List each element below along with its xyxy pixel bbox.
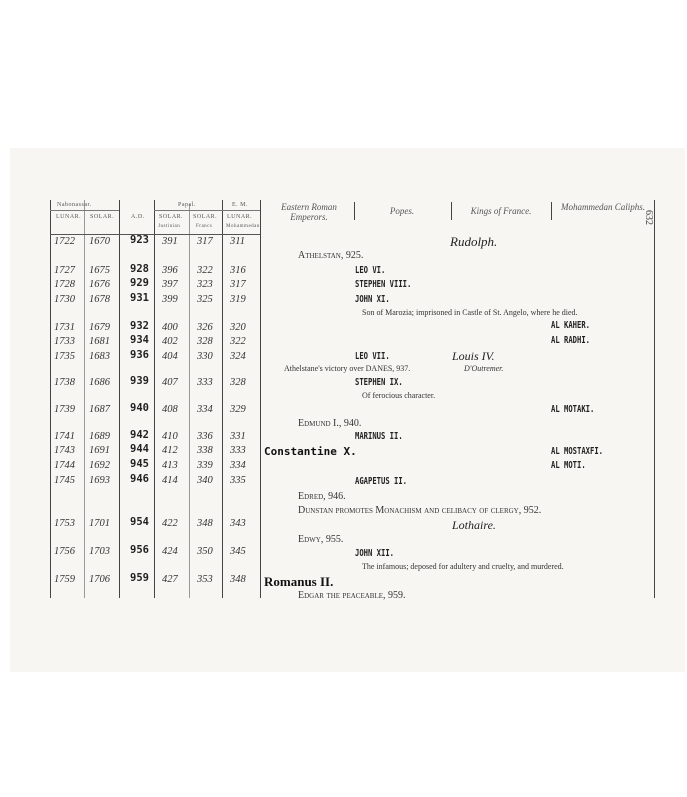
entry-louis-iv: Louis IV. (452, 349, 495, 363)
ad-year: 934 (130, 334, 149, 346)
papal-francs-year: 353 (197, 574, 213, 585)
ad-year: 936 (130, 349, 149, 361)
em-lunar-year: 345 (230, 546, 246, 557)
lunar-year: 1744 (54, 460, 75, 471)
em-lunar-year: 334 (230, 460, 246, 471)
ad-year: 944 (130, 443, 149, 455)
papal-solar-year: 400 (162, 322, 178, 333)
em-lunar-year: 328 (230, 377, 246, 388)
solar-year: 1691 (89, 445, 110, 456)
em-lunar-year: 329 (230, 404, 246, 415)
lunar-year: 1759 (54, 574, 75, 585)
solar-year: 1687 (89, 404, 110, 415)
header-papal-solar-sub: Justinian (158, 224, 181, 229)
papal-solar-year: 407 (162, 377, 178, 388)
papal-francs-year: 325 (197, 294, 213, 305)
lunar-year: 1756 (54, 546, 75, 557)
papal-francs-year: 339 (197, 460, 213, 471)
header-eastern-roman-emperors: Eastern Roman Emperors. (281, 202, 337, 222)
ad-year: 939 (130, 375, 149, 387)
solar-year: 1681 (89, 336, 110, 347)
papal-francs-year: 330 (197, 351, 213, 362)
papal-francs-year: 338 (197, 445, 213, 456)
header-rule (154, 210, 260, 211)
solar-year: 1686 (89, 377, 110, 388)
lunar-year: 1745 (54, 475, 75, 486)
entry-stephen-ix: STEPHEN IX. (355, 377, 403, 388)
papal-solar-year: 414 (162, 475, 178, 486)
lunar-year: 1727 (54, 265, 75, 276)
papal-solar-year: 396 (162, 265, 178, 276)
note-john-xi: Son of Marozia; imprisoned in Castle of St. Angelo, where he died. (362, 308, 578, 317)
papal-solar-year: 397 (162, 279, 178, 290)
entry-dunstan: Dunstan promotes Monachism and celibacy of clergy, 952. (298, 505, 542, 516)
entry-lothaire: Lothaire. (452, 518, 496, 532)
ad-year: 929 (130, 277, 149, 289)
papal-solar-year: 391 (162, 236, 178, 247)
papal-francs-year: 333 (197, 377, 213, 388)
header-papal-solar: SOLAR. (159, 214, 184, 220)
entry-al-radhi: AL RADHI. (551, 335, 591, 346)
lunar-year: 1738 (54, 377, 75, 388)
entry-edwy: Edwy, 955. (298, 534, 344, 545)
ad-year: 932 (130, 320, 149, 332)
column-rule (222, 200, 223, 598)
column-rule (119, 200, 120, 598)
header-kings-of-france: Kings of France. (470, 206, 532, 216)
ad-year: 942 (130, 429, 149, 441)
lunar-year: 1730 (54, 294, 75, 305)
papal-solar-year: 402 (162, 336, 178, 347)
papal-solar-year: 404 (162, 351, 178, 362)
papal-solar-year: 412 (162, 445, 178, 456)
column-rule (84, 200, 85, 598)
em-lunar-year: 311 (230, 236, 245, 247)
entry-al-kaher: AL KAHER. (551, 320, 591, 331)
papal-francs-year: 326 (197, 322, 213, 333)
ad-year: 959 (130, 572, 149, 584)
em-lunar-year: 335 (230, 475, 246, 486)
entry-athelstan: Athelstan, 925. (298, 250, 364, 261)
ad-year: 954 (130, 516, 149, 528)
column-rule (451, 202, 452, 220)
header-ad: A.D. (131, 214, 145, 220)
column-rule (50, 200, 51, 598)
solar-year: 1692 (89, 460, 110, 471)
ad-year: 946 (130, 473, 149, 485)
solar-year: 1678 (89, 294, 110, 305)
papal-francs-year: 336 (197, 431, 213, 442)
page-number: 632 (643, 210, 654, 225)
solar-year: 1683 (89, 351, 110, 362)
lunar-year: 1743 (54, 445, 75, 456)
entry-marinus-ii: MARINUS II. (355, 431, 403, 442)
entry-edmund: Edmund I., 940. (298, 418, 362, 429)
entry-john-xi: JOHN XI. (355, 294, 390, 305)
lunar-year: 1731 (54, 322, 75, 333)
papal-francs-year: 322 (197, 265, 213, 276)
em-lunar-year: 319 (230, 294, 246, 305)
entry-leo-vi: LEO VI. (355, 265, 386, 276)
papal-francs-year: 334 (197, 404, 213, 415)
em-lunar-year: 316 (230, 265, 246, 276)
lunar-year: 1739 (54, 404, 75, 415)
header-mohammedan-caliphs: Mohammedan Caliphs. (561, 202, 645, 212)
entry-agapetus-ii: AGAPETUS II. (355, 476, 408, 487)
papal-francs-year: 323 (197, 279, 213, 290)
note-john-xii: The infamous; deposed for adultery and cruelty, and murdered. (362, 562, 564, 571)
em-lunar-year: 317 (230, 279, 246, 290)
note-athelstane: Athelstane's victory over DANES, 937. (284, 364, 411, 373)
header-papal-solar2-sub: Francs (196, 224, 213, 229)
lunar-year: 1741 (54, 431, 75, 442)
papal-francs-year: 317 (197, 236, 213, 247)
column-rule (654, 200, 655, 598)
header-popes: Popes. (389, 206, 415, 216)
papal-solar-year: 399 (162, 294, 178, 305)
header-solar: SOLAR. (90, 214, 115, 220)
header-em: E. M. (232, 202, 248, 208)
entry-leo-vii: LEO VII. (355, 351, 390, 362)
papal-solar-year: 410 (162, 431, 178, 442)
papal-francs-year: 348 (197, 518, 213, 529)
em-lunar-year: 320 (230, 322, 246, 333)
entry-al-moti: AL MOTI. (551, 460, 586, 471)
column-rule (154, 200, 155, 598)
lunar-year: 1733 (54, 336, 75, 347)
entry-romanus-ii: Romanus II. (264, 574, 334, 589)
entry-edred: Edred, 946. (298, 491, 346, 502)
solar-year: 1679 (89, 322, 110, 333)
column-rule (354, 202, 355, 220)
em-lunar-year: 331 (230, 431, 246, 442)
papal-solar-year: 413 (162, 460, 178, 471)
ad-year: 956 (130, 544, 149, 556)
header-nabonassar: Nabonassar. (57, 202, 92, 208)
solar-year: 1689 (89, 431, 110, 442)
lunar-year: 1753 (54, 518, 75, 529)
solar-year: 1706 (89, 574, 110, 585)
column-rule (551, 202, 552, 220)
ad-year: 923 (130, 234, 149, 246)
solar-year: 1676 (89, 279, 110, 290)
em-lunar-year: 333 (230, 445, 246, 456)
entry-rudolph: Rudolph. (450, 234, 498, 249)
ad-year: 940 (130, 402, 149, 414)
papal-solar-year: 422 (162, 518, 178, 529)
book-page (10, 148, 685, 672)
lunar-year: 1722 (54, 236, 75, 247)
entry-john-xii: JOHN XII. (355, 548, 395, 559)
papal-francs-year: 340 (197, 475, 213, 486)
header-em-sub: Mohammedan (226, 224, 260, 229)
solar-year: 1670 (89, 236, 110, 247)
papal-francs-year: 350 (197, 546, 213, 557)
lunar-year: 1735 (54, 351, 75, 362)
papal-solar-year: 424 (162, 546, 178, 557)
papal-solar-year: 427 (162, 574, 178, 585)
header-lunar: LUNAR. (56, 214, 82, 220)
note-louis-iv: D'Outremer. (464, 364, 504, 373)
entry-constantine-x: Constantine X. (264, 445, 357, 458)
ad-year: 928 (130, 263, 149, 275)
header-papal: Papal. (178, 202, 196, 208)
solar-year: 1703 (89, 546, 110, 557)
solar-year: 1675 (89, 265, 110, 276)
papal-francs-year: 328 (197, 336, 213, 347)
header-papal-solar2: SOLAR. (193, 214, 218, 220)
ad-year: 931 (130, 292, 149, 304)
header-rule (50, 210, 119, 211)
entry-edgar: Edgar the peaceable, 959. (298, 590, 406, 601)
solar-year: 1693 (89, 475, 110, 486)
papal-solar-year: 408 (162, 404, 178, 415)
ad-year: 945 (130, 458, 149, 470)
entry-stephen-viii: STEPHEN VIII. (355, 279, 412, 290)
em-lunar-year: 324 (230, 351, 246, 362)
entry-al-mostaxfi: AL MOSTAXFI. (551, 446, 604, 457)
lunar-year: 1728 (54, 279, 75, 290)
header-rule (50, 234, 260, 235)
em-lunar-year: 322 (230, 336, 246, 347)
header-em-lunar: LUNAR. (227, 214, 253, 220)
entry-al-motaki: AL MOTAKI. (551, 404, 595, 415)
em-lunar-year: 348 (230, 574, 246, 585)
column-rule (260, 200, 261, 598)
column-rule (189, 204, 190, 598)
note-stephen-ix: Of ferocious character. (362, 391, 436, 400)
solar-year: 1701 (89, 518, 110, 529)
em-lunar-year: 343 (230, 518, 246, 529)
